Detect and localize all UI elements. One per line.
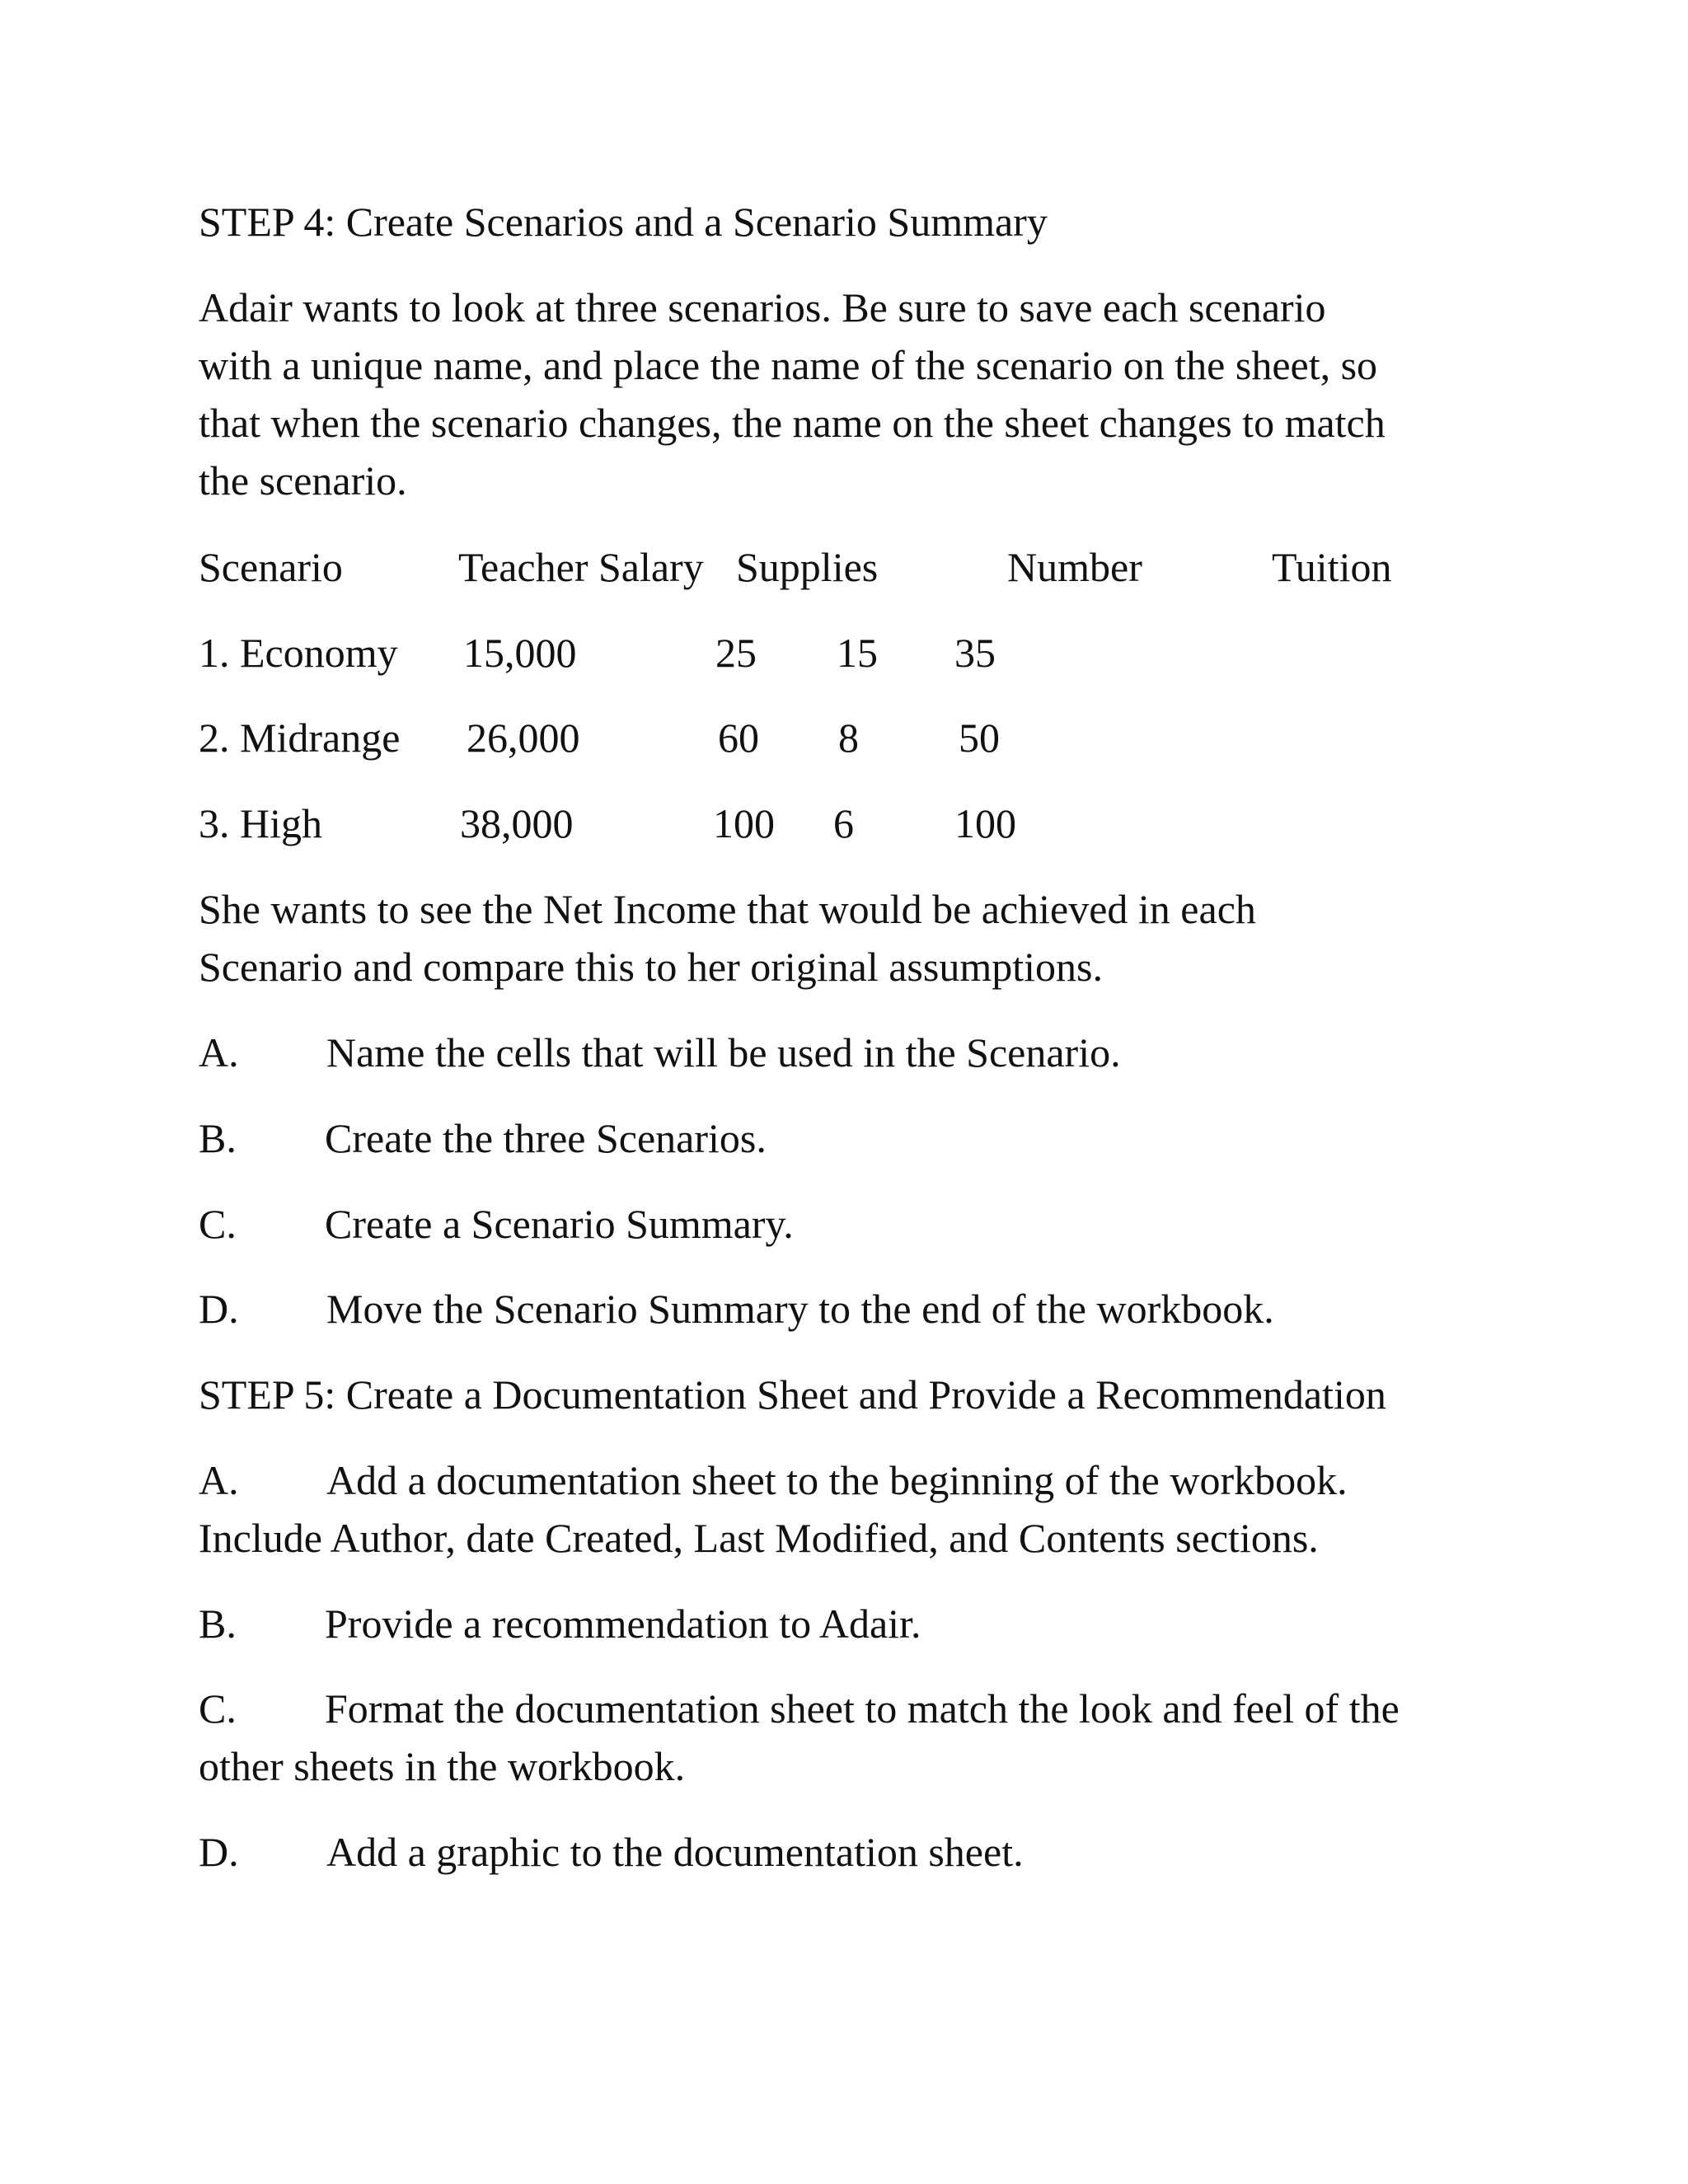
row-tuition: 35: [954, 630, 996, 676]
row-scenario-name: 3. High: [199, 800, 322, 846]
step4-heading: STEP 4: Create Scenarios and a Scenario Summary: [199, 199, 1048, 245]
task-continuation: Include Author, date Created, Last Modified, and Contents sections.: [199, 1515, 1319, 1561]
step5-heading: STEP 5: Create a Documentation Sheet and Provide a Recommendation: [199, 1371, 1386, 1418]
row-supplies: 100: [713, 800, 775, 846]
task-letter: D.: [199, 1286, 239, 1332]
header-supplies: Supplies: [736, 544, 879, 590]
row-scenario-name: 2. Midrange: [199, 715, 401, 761]
header-teacher-salary: Teacher Salary: [458, 544, 704, 590]
row-scenario-name: 1. Economy: [199, 630, 398, 676]
summary-line-1: She wants to see the Net Income that would be achieved in each: [199, 886, 1256, 932]
row-teacher-salary: 38,000: [460, 800, 574, 846]
row-teacher-salary: 15,000: [463, 630, 577, 676]
row-tuition: 50: [959, 715, 1000, 761]
row-supplies: 25: [715, 630, 757, 676]
task-letter: D.: [199, 1829, 239, 1875]
task-text: Name the cells that will be used in the Scenario.: [326, 1029, 1121, 1076]
row-number: 8: [838, 715, 859, 761]
row-number: 15: [837, 630, 878, 676]
task-text: Format the documentation sheet to match the look and feel of the: [325, 1685, 1400, 1732]
task-letter: A.: [199, 1029, 239, 1076]
header-number: Number: [1007, 544, 1142, 590]
task-continuation: other sheets in the workbook.: [199, 1743, 686, 1789]
task-text: Create the three Scenarios.: [325, 1115, 767, 1161]
row-tuition: 100: [954, 800, 1016, 846]
task-letter: B.: [199, 1115, 237, 1161]
task-text: Add a documentation sheet to the beginning of the workbook.: [326, 1457, 1348, 1503]
task-text: Provide a recommendation to Adair.: [325, 1601, 921, 1647]
task-letter: C.: [199, 1685, 237, 1732]
task-text: Create a Scenario Summary.: [325, 1201, 794, 1247]
task-letter: A.: [199, 1457, 239, 1503]
intro-line-3: that when the scenario changes, the name on the sheet changes to match: [199, 400, 1386, 446]
intro-line-4: the scenario.: [199, 457, 407, 504]
header-scenario: Scenario: [199, 544, 343, 590]
task-letter: B.: [199, 1601, 237, 1647]
summary-line-2: Scenario and compare this to her original assumptions.: [199, 944, 1103, 990]
intro-line-1: Adair wants to look at three scenarios. Be sure to save each scenario: [199, 284, 1326, 330]
intro-line-2: with a unique name, and place the name of the scenario on the sheet, so: [199, 342, 1378, 388]
task-text: Add a graphic to the documentation sheet.: [326, 1829, 1024, 1875]
row-number: 6: [833, 800, 854, 846]
header-tuition: Tuition: [1272, 544, 1392, 590]
task-letter: C.: [199, 1201, 237, 1247]
row-teacher-salary: 26,000: [467, 715, 580, 761]
row-supplies: 60: [718, 715, 759, 761]
task-text: Move the Scenario Summary to the end of the workbook.: [326, 1286, 1274, 1332]
